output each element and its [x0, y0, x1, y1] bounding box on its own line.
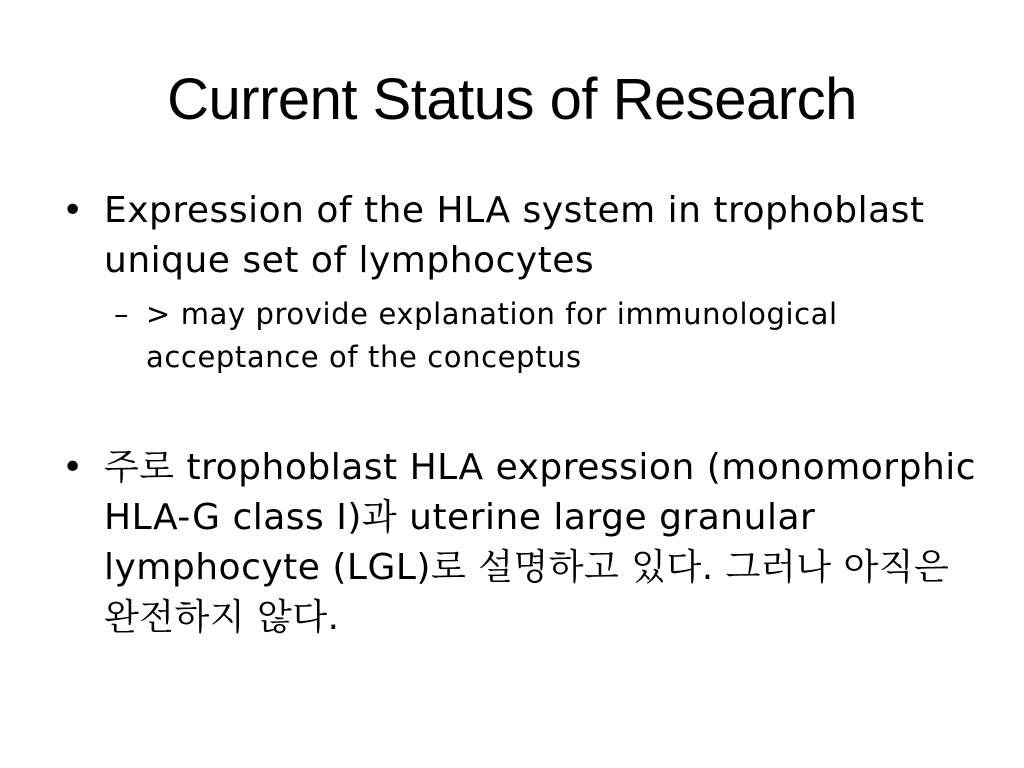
- slide-title: Current Status of Research: [167, 67, 857, 132]
- sub-bullet-item-explanation: [114, 293, 1006, 379]
- bullet-item-hla-expression: [62, 186, 984, 286]
- bullet-marker: •: [62, 190, 84, 231]
- bullet-marker: •: [62, 447, 84, 488]
- sub-bullet-text: > may provide explanation for immunological acceptance of the conceptus: [146, 297, 838, 374]
- bullet-text: Expression of the HLA system in trophoblast unique set of lymphocytes: [104, 190, 925, 281]
- bullet-text: 주로 trophoblast HLA expression (monomorphic HLA-G class I)과 uterine large granular lymphocyte (LGL)로 설명하고 있다. 그러나 아직은 완전하지 않다.: [104, 447, 977, 638]
- bullet-item-korean-explanation: [62, 443, 994, 643]
- sub-bullet-marker: –: [114, 297, 130, 331]
